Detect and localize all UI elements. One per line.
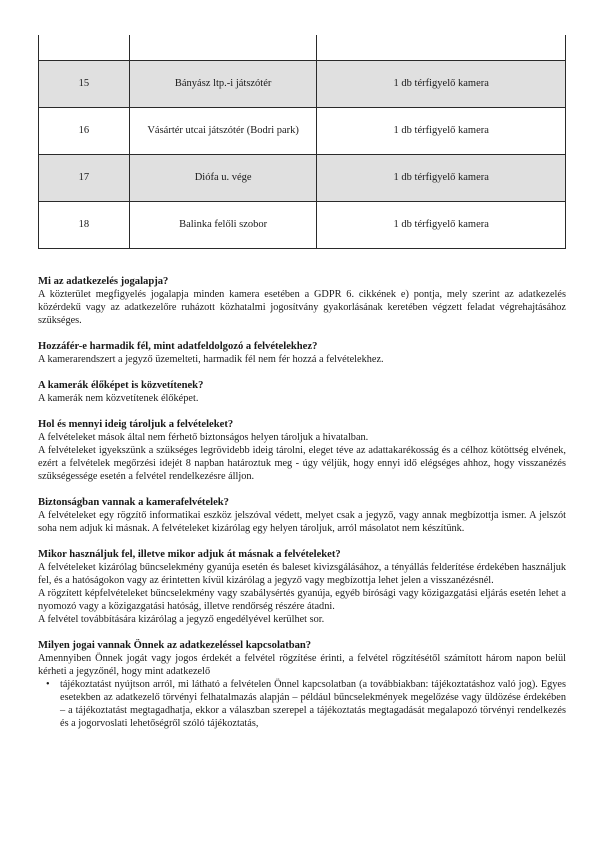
list-item-text: tájékoztatást nyújtson arról, mi látható a felvételen Önnel kapcsolatban (a továbbiakban: tájékoztatáshoz való jog). Egyes esetekben az adatkezelő törvényi felhatalmazás alapján – például bűncselekmények megelőzése vagy üldözése érdekében – a tájékoztatást megtagadhatja, ekkor a válaszban szerepel a tájékoztatás megtagadását megalapozó törvényi rendelkezés és a jogorvoslati lehetőségről szóló tájékoztatás, <box>60 679 566 729</box>
section-paragraph: A felvétel továbbítására kizárólag a jegyző engedélyével kerülhet sor. <box>38 614 325 625</box>
camera-table <box>38 35 566 249</box>
section-heading: Hol és mennyi ideig tároljuk a felvételeket? <box>38 419 234 430</box>
row-equipment: 1 db térfigyelő kamera <box>317 155 566 202</box>
section-paragraph: A rögzített képfelvételeket bűncselekmény vagy szabálysértés gyanúja, egyéb bírósági vagy közigazgatási eljárás esetén lehet a nyomozó vagy a közigazgatási hatóság, illetve rendőrség részére átadni. <box>38 588 566 612</box>
section-heading: A kamerák élőképet is közvetítenek? <box>38 380 204 391</box>
section-security <box>38 496 566 535</box>
row-location: Bányász ltp.-i játszótér <box>129 61 317 108</box>
table-row <box>39 108 566 155</box>
row-location: Diófa u. vége <box>129 155 317 202</box>
section-paragraph: Amennyiben Önnek jogát vagy jogos érdekét a felvétel rögzítése érinti, a felvétel rögzítésétől számított három napon belül kérheti a jegyzőnél, hogy mint adatkezelő <box>38 653 566 677</box>
row-equipment: 1 db térfigyelő kamera <box>317 202 566 249</box>
section-paragraph: A közterület megfigyelés jogalapja minden kamera esetében a GDPR 6. cikkének e) pontja, mely szerint az adatkezelés közérdekű vagy az adatkezelőre ruházott közhatalmi jogosítvány gyakorlásának keretében végzett feladat végrehajtásához szükséges. <box>38 289 566 326</box>
section-paragraph: A kamerarendszert a jegyző üzemelteti, harmadik fél nem fér hozzá a felvételekhez. <box>38 354 384 365</box>
section-third-party <box>38 340 566 366</box>
table-row <box>39 61 566 108</box>
row-number: 18 <box>39 202 130 249</box>
section-legal-basis <box>38 275 566 327</box>
section-paragraph: A felvételeket mások által nem férhető biztonságos helyen tároljuk a hivatalban. <box>38 432 369 443</box>
section-live-view <box>38 379 566 405</box>
row-location: Vásártér utcai játszótér (Bodri park) <box>129 108 317 155</box>
row-location: Balinka felőli szobor <box>129 202 317 249</box>
section-rights <box>38 639 566 730</box>
section-heading: Mikor használjuk fel, illetve mikor adjuk át másnak a felvételeket? <box>38 549 341 560</box>
list-item <box>46 678 566 730</box>
section-usage <box>38 548 566 626</box>
row-number: 17 <box>39 155 130 202</box>
row-number: 16 <box>39 108 130 155</box>
table-row <box>39 202 566 249</box>
section-heading: Biztonságban vannak a kamerafelvételek? <box>38 497 229 508</box>
rights-list <box>38 678 566 730</box>
row-number: 15 <box>39 61 130 108</box>
table-row-continued <box>39 35 566 61</box>
row-equipment: 1 db térfigyelő kamera <box>317 108 566 155</box>
section-paragraph: A felvételeket igyekszünk a szükséges legrövidebb ideig tárolni, eleget téve az adattakarékosság és a célhoz kötöttség elvének, ezért a felvételek megőrzési idejét 8 napban határoztuk meg - úgy véljük, hogy ennyi idő elégséges ahhoz, hogy visszanézés szükségessége esetén a felvétel rendelkezésre álljon. <box>38 445 566 482</box>
document-body <box>38 275 566 743</box>
table-row <box>39 155 566 202</box>
section-storage <box>38 418 566 483</box>
bullet-icon: • <box>46 679 50 690</box>
section-paragraph: A felvételeket egy rögzítő informatikai eszköz jelszóval védett, melyet csak a jegyző, vagy annak megbízottja ismer. A jelszót soha nem adjuk ki másnak. A felvételeket kizárólag egy helyen tároljuk, arról másolatot nem készítünk. <box>38 510 566 534</box>
section-paragraph: A kamerák nem közvetítenek élőképet. <box>38 393 199 404</box>
section-heading: Hozzáfér-e harmadik fél, mint adatfeldolgozó a felvételekhez? <box>38 341 318 352</box>
section-heading: Mi az adatkezelés jogalapja? <box>38 276 169 287</box>
section-paragraph: A felvételeket kizárólag bűncselekmény gyanúja esetén és baleset kivizsgálásához, a tényállás felderítése érdekében használjuk fel, és a hatóságokon vagy az érintetten kívül kizárólag a jegyző vagy megbízottja lehet jelen a visszanézésnél. <box>38 562 566 586</box>
section-heading: Milyen jogai vannak Önnek az adatkezeléssel kapcsolatban? <box>38 640 312 651</box>
row-equipment: 1 db térfigyelő kamera <box>317 61 566 108</box>
